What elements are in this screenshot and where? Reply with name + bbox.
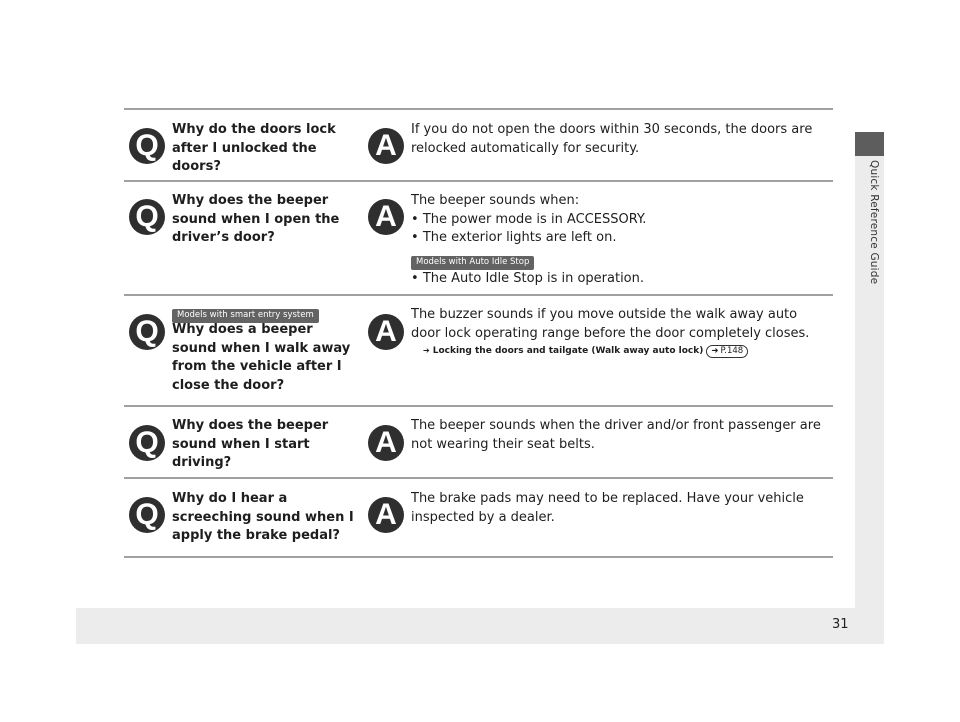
reference-arrow-icon: ➔: [423, 346, 430, 355]
question-icon: Q: [129, 425, 165, 461]
answer-bullet: • The Auto Idle Stop is in operation.: [411, 270, 645, 286]
answer-text: The buzzer sounds if you move outside the walk away auto door lock operating range before the door completely closes.: [411, 307, 810, 341]
answer-block: [411, 192, 821, 288]
section-label: Quick Reference Guide: [868, 160, 880, 285]
question-icon: Q: [129, 128, 165, 164]
answer-icon: A: [368, 199, 404, 235]
answer-icon: A: [368, 314, 404, 350]
answer-icon: A: [368, 128, 404, 164]
divider: [124, 108, 833, 110]
question-text: Why does the beeper sound when I open the driver’s door?: [172, 193, 340, 245]
answer-text: If you do not open the doors within 30 seconds, the doors are relocked automatically for security.: [411, 122, 813, 156]
answer-bullet: • The power mode is in ACCESSORY.: [411, 211, 647, 227]
page-arrow-icon: ➜: [711, 346, 719, 356]
question-icon: Q: [129, 314, 165, 350]
question-text: Why do I hear a screeching sound when I apply the brake pedal?: [172, 491, 354, 543]
question-icon: Q: [129, 497, 165, 533]
divider: [124, 477, 833, 479]
page-number: 31: [832, 617, 849, 632]
answer-bullet: • The exterior lights are left on.: [411, 230, 617, 245]
footer-bar: [76, 608, 855, 644]
model-tag: Models with smart entry system: [172, 309, 319, 323]
divider: [124, 180, 833, 182]
divider: [124, 405, 833, 407]
question-icon: Q: [129, 199, 165, 235]
question-text: Why does the beeper sound when I start driving?: [172, 418, 329, 470]
divider: [124, 294, 833, 296]
cross-reference-link[interactable]: ➔ Locking the doors and tailgate (Walk away auto lock) ➜ P.148: [423, 345, 821, 358]
model-tag: Models with Auto Idle Stop: [411, 256, 534, 270]
divider: [124, 556, 833, 558]
answer-icon: A: [368, 497, 404, 533]
page-reference-pill[interactable]: ➜ P.148: [706, 345, 748, 358]
answer-icon: A: [368, 425, 404, 461]
answer-intro: The beeper sounds when:: [411, 193, 580, 208]
question-text: Why does a beeper sound when I walk away from the vehicle after I close the door?: [172, 322, 351, 393]
answer-block: [411, 306, 821, 358]
answer-text: The brake pads may need to be replaced. Have your vehicle inspected by a dealer.: [411, 491, 804, 525]
question-text: Why do the doors lock after I unlocked the doors?: [172, 122, 336, 174]
side-tab-marker: [855, 132, 884, 156]
answer-text: The beeper sounds when the driver and/or front passenger are not wearing their seat belts.: [411, 418, 821, 452]
